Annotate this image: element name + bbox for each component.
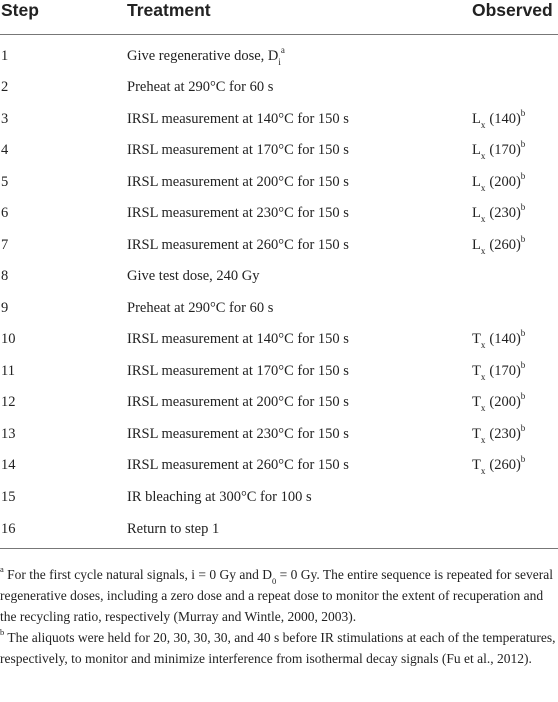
treatment-text: IRSL measurement at 260°C for 150 s: [127, 457, 349, 474]
step-cell: 7: [1, 236, 9, 253]
observed-superscript: b: [520, 422, 526, 433]
treatment-cell: [127, 450, 472, 482]
observed-superscript: b: [520, 359, 526, 370]
table-row: [0, 387, 558, 419]
treatment-text: IRSL measurement at 140°C for 150 s: [127, 110, 349, 127]
treatment-text: Preheat at 290°C for 60 s: [127, 299, 274, 316]
treatment-cell: [127, 356, 472, 388]
table-row: [0, 419, 558, 451]
step-cell: 14: [1, 457, 16, 474]
footnote-b-text: The aliquots were held for 20, 30, 30, 30, and 40 s before IR stimulations at each of the temperatures, respectively, to monitor and minimize interference from isothermal decay signals (Fu et al., 2012).: [0, 630, 556, 666]
treatment-text: Preheat at 290°C for 60 s: [127, 79, 274, 96]
header-observed: Observed: [472, 0, 558, 35]
step-cell: 4: [1, 142, 9, 159]
observed-cell: [472, 198, 558, 230]
observed-cell: [472, 387, 558, 419]
observed-cell: [472, 356, 558, 388]
table-row: [0, 72, 558, 104]
observed-cell: [472, 513, 558, 549]
step-cell: 12: [1, 394, 16, 411]
observed-superscript: b: [520, 139, 526, 150]
footnote-b-marker: b: [0, 626, 5, 637]
table-row: [0, 198, 558, 230]
table-row: [0, 167, 558, 199]
step-cell: 2: [1, 79, 9, 96]
observed-symbol: L: [472, 205, 481, 222]
observed-superscript: b: [520, 328, 526, 339]
observed-temperature: (260): [489, 457, 521, 474]
treatment-text: IRSL measurement at 200°C for 150 s: [127, 173, 349, 190]
observed-temperature: (230): [489, 205, 521, 222]
treatment-cell: [127, 135, 472, 167]
table-header-row: [0, 0, 558, 35]
observed-temperature: (200): [489, 173, 521, 190]
observed-subscript: x: [480, 466, 486, 477]
observed-subscript: x: [480, 340, 486, 351]
step-cell: 8: [1, 268, 9, 285]
observed-superscript: b: [520, 233, 526, 244]
table-row: [0, 324, 558, 356]
footnote-a-marker: a: [0, 563, 4, 574]
treatment-text: IRSL measurement at 170°C for 150 s: [127, 362, 349, 379]
treatment-cell: [127, 261, 472, 293]
treatment-text: IR bleaching at 300°C for 100 s: [127, 488, 312, 505]
treatment-text: Give test dose, 240 Gy: [127, 268, 260, 285]
step-cell: 10: [1, 331, 16, 348]
observed-cell: [472, 261, 558, 293]
treatment-cell: [127, 35, 472, 73]
table-row: [0, 230, 558, 262]
observed-subscript: x: [480, 151, 486, 162]
step-cell: 13: [1, 425, 16, 442]
table-row: [0, 513, 558, 549]
step-cell: 3: [1, 110, 9, 127]
step-cell: 9: [1, 299, 9, 316]
header-step: Step: [0, 0, 127, 35]
footnote-a-text: For the first cycle natural signals, i = 0 Gy and $D_0 = 0$ Gy. The entire sequence is repeated for several regenerative doses, including a zero dose and a repeat dose to monitor the extent of recuperation and the recycling ratio, respectively (Murray and Wintle, 2000, 2003).: [0, 567, 553, 624]
observed-cell: [472, 450, 558, 482]
observed-superscript: b: [520, 391, 526, 402]
step-cell: 16: [0, 513, 127, 549]
observed-cell: [472, 72, 558, 104]
observed-cell: [472, 324, 558, 356]
treatment-cell: [127, 167, 472, 199]
observed-symbol: T: [472, 425, 481, 442]
observed-symbol: L: [472, 142, 481, 159]
observed-temperature: (170): [489, 142, 521, 159]
treatment-cell: [127, 293, 472, 325]
observed-symbol: T: [472, 362, 481, 379]
table-row: [0, 293, 558, 325]
observed-cell: [472, 135, 558, 167]
treatment-text: IRSL measurement at 200°C for 150 s: [127, 394, 349, 411]
observed-superscript: b: [520, 107, 526, 118]
observed-cell: [472, 230, 558, 262]
table-row: [0, 450, 558, 482]
treatment-text: Return to step 1: [127, 520, 220, 537]
observed-symbol: L: [472, 236, 481, 253]
observed-temperature: (170): [489, 362, 521, 379]
observed-temperature: (140): [489, 110, 521, 127]
observed-symbol: T: [472, 331, 481, 348]
treatment-subscript: i: [278, 56, 281, 67]
treatment-cell: [127, 72, 472, 104]
table-row: [0, 356, 558, 388]
step-cell: 6: [1, 205, 9, 222]
treatment-text: Give regenerative dose, D: [127, 48, 279, 64]
observed-temperature: (260): [489, 236, 521, 253]
observed-subscript: x: [480, 403, 486, 414]
table-row: [0, 35, 558, 73]
observed-subscript: x: [480, 119, 486, 130]
header-treatment: Treatment: [127, 0, 472, 35]
observed-temperature: (200): [489, 394, 521, 411]
treatment-text: IRSL measurement at 230°C for 150 s: [127, 205, 349, 222]
step-cell: 15: [1, 488, 16, 505]
observed-subscript: x: [480, 371, 486, 382]
observed-cell: [472, 482, 558, 514]
table-body: [0, 35, 558, 549]
observed-symbol: L: [472, 173, 481, 190]
step-cell: 1: [1, 48, 9, 64]
treatment-cell: [127, 198, 472, 230]
footnote-a: [0, 564, 558, 627]
footnote-b: [0, 627, 558, 669]
treatment-text: IRSL measurement at 170°C for 150 s: [127, 142, 349, 159]
table-row: [0, 104, 558, 136]
treatment-cell: [127, 324, 472, 356]
observed-superscript: b: [520, 202, 526, 213]
treatment-text: IRSL measurement at 260°C for 150 s: [127, 236, 349, 253]
observed-subscript: x: [480, 245, 486, 256]
observed-cell: [472, 293, 558, 325]
treatment-cell: [127, 482, 472, 514]
observed-superscript: b: [520, 454, 526, 465]
treatment-text: IRSL measurement at 230°C for 150 s: [127, 425, 349, 442]
footnotes: [0, 564, 558, 669]
observed-cell: [472, 35, 558, 73]
observed-temperature: (140): [489, 331, 521, 348]
step-cell: 5: [1, 173, 9, 190]
treatment-superscript: a: [280, 45, 285, 56]
treatment-text: IRSL measurement at 140°C for 150 s: [127, 331, 349, 348]
observed-subscript: x: [480, 434, 486, 445]
observed-temperature: (230): [489, 425, 521, 442]
observed-cell: [472, 167, 558, 199]
treatment-cell: [127, 513, 472, 549]
observed-cell: [472, 104, 558, 136]
observed-symbol: L: [472, 110, 481, 127]
step-cell: 11: [1, 362, 15, 379]
table-row: [0, 482, 558, 514]
observed-symbol: T: [472, 457, 481, 474]
observed-subscript: x: [480, 182, 486, 193]
observed-symbol: T: [472, 394, 481, 411]
observed-cell: [472, 419, 558, 451]
treatment-cell: [127, 230, 472, 262]
treatment-cell: [127, 387, 472, 419]
table-row: [0, 261, 558, 293]
treatment-cell: [127, 104, 472, 136]
observed-subscript: x: [480, 214, 486, 225]
treatment-cell: [127, 419, 472, 451]
table-row: [0, 135, 558, 167]
observed-superscript: b: [520, 170, 526, 181]
